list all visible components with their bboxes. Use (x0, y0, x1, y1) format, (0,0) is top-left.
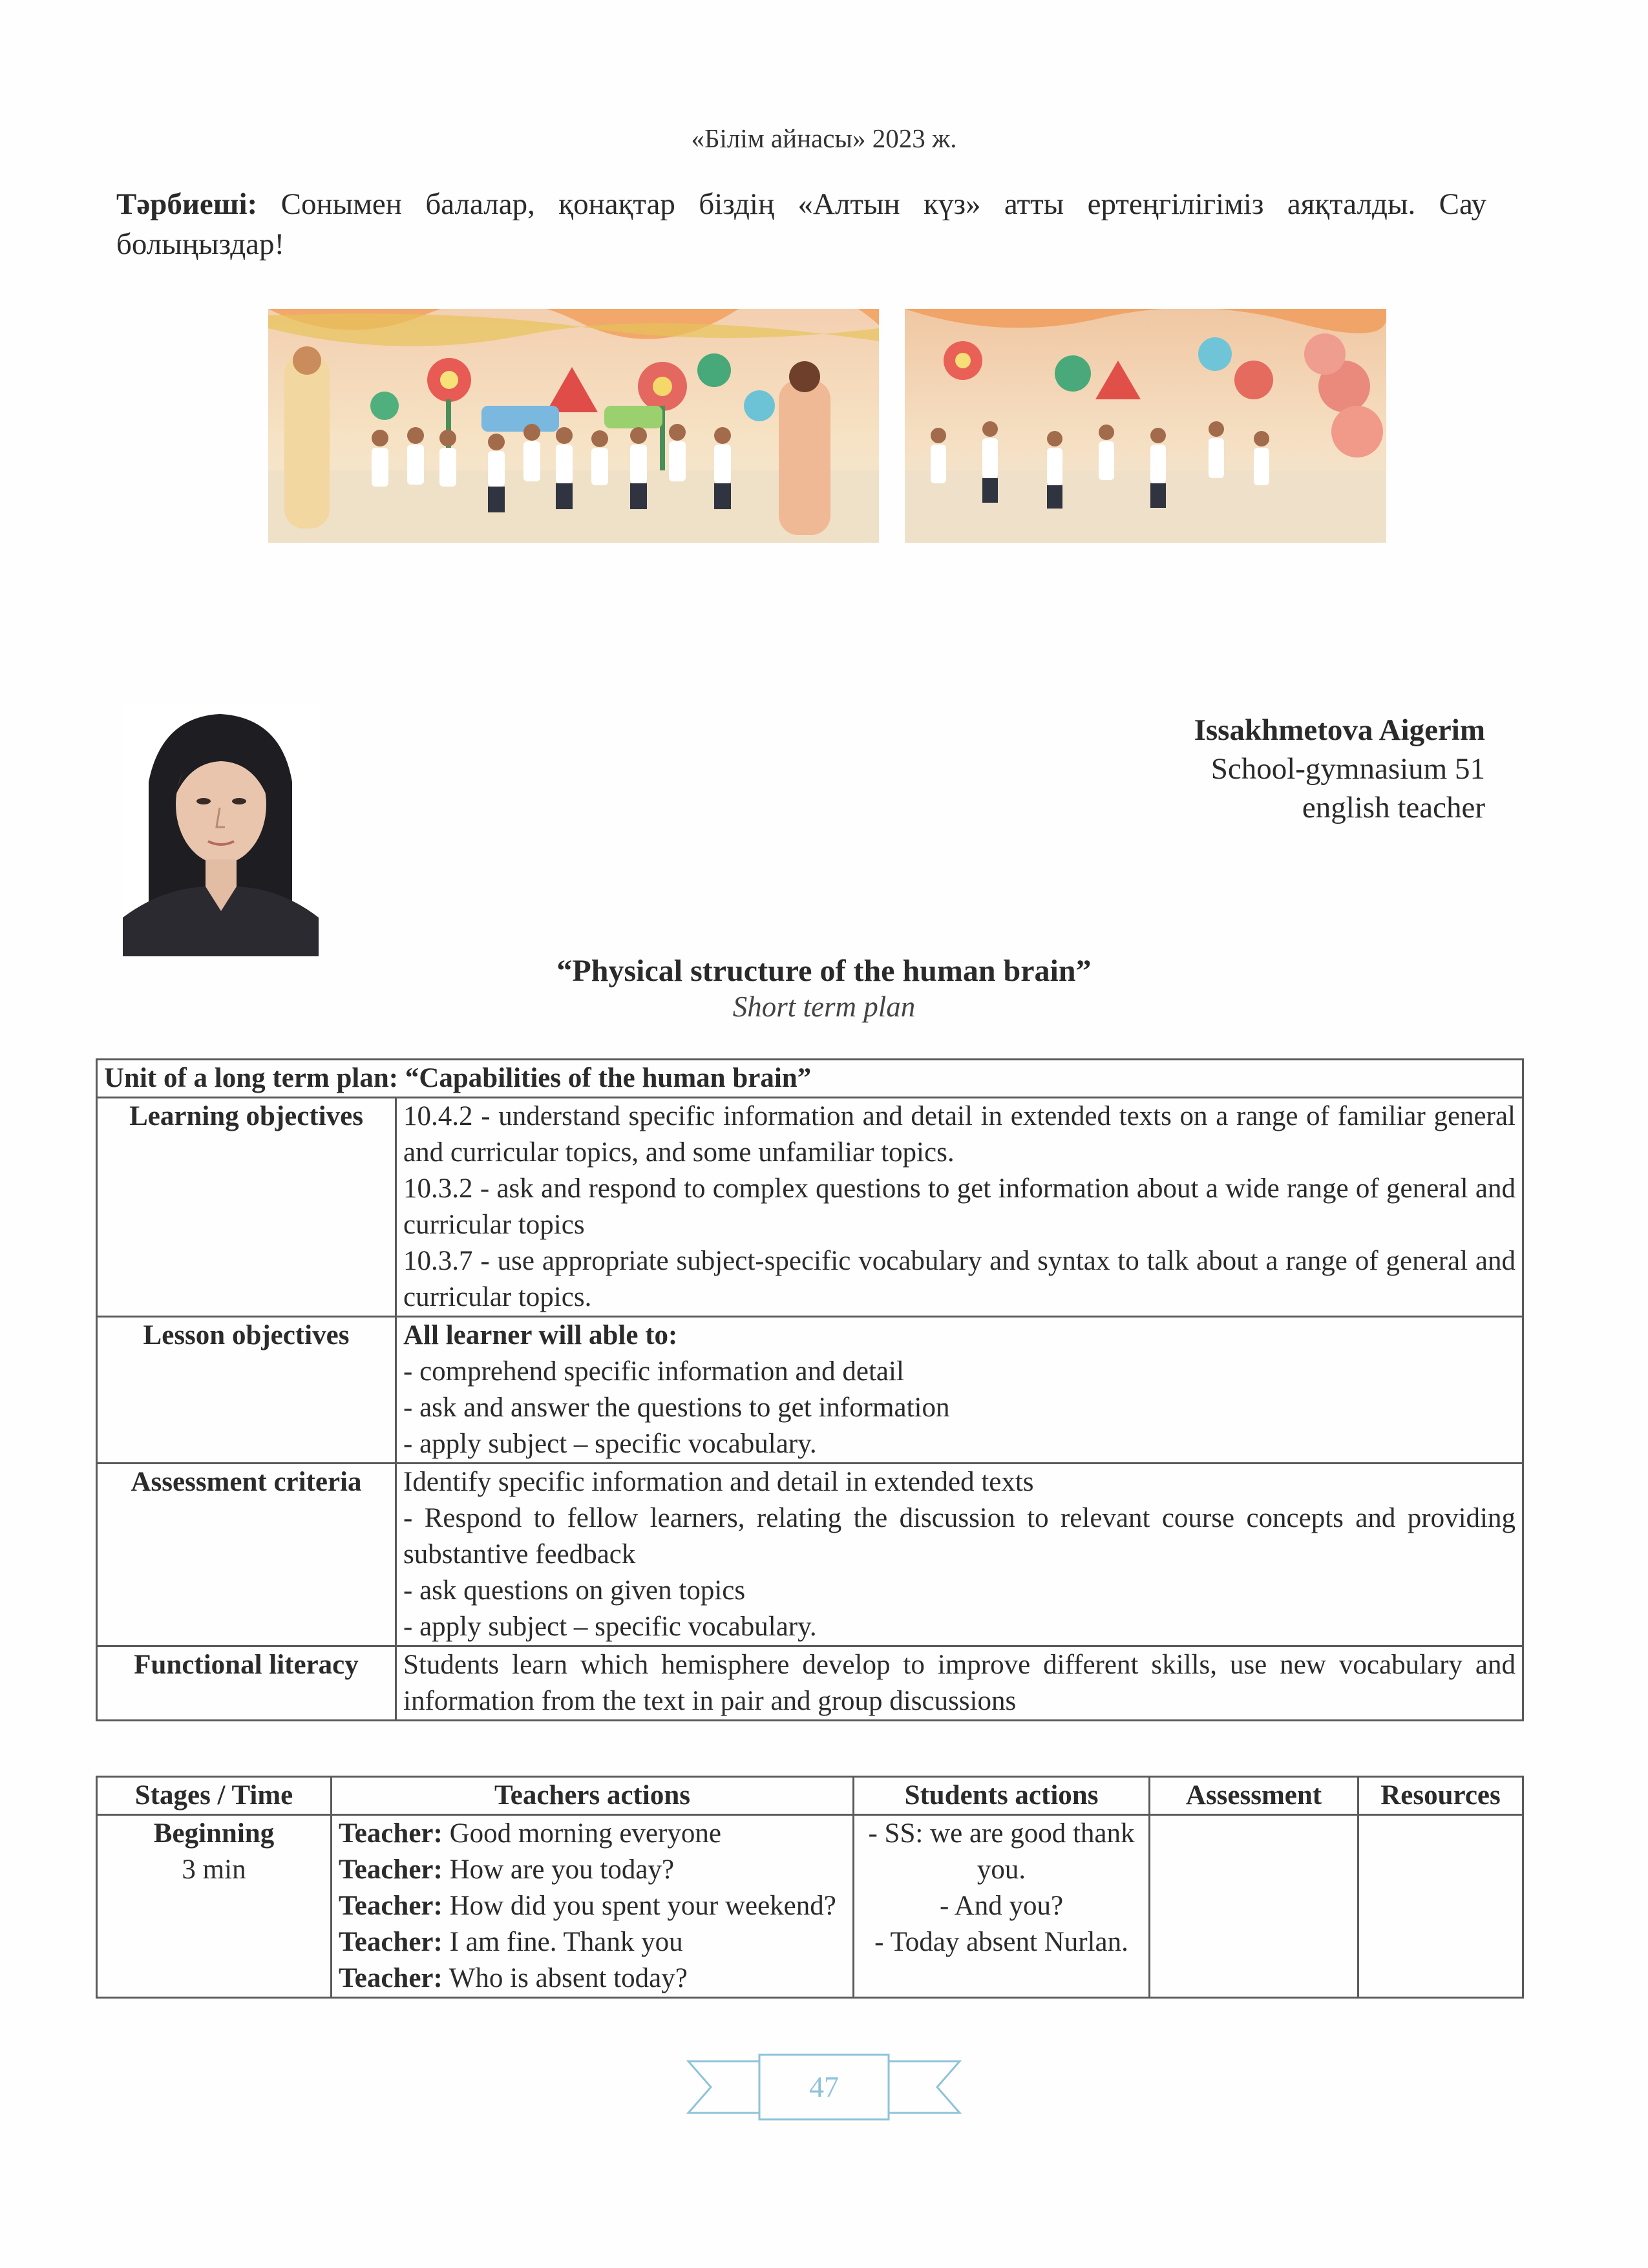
plan-assessment-row (97, 1464, 1523, 1646)
event-photo-2 (905, 309, 1386, 543)
assessment-criterion: - Respond to fellow learners, relating the discussion to relevant course concepts and providing substantive feedback (403, 1503, 1516, 1570)
assessment-criterion: - ask questions on given topics (403, 1575, 746, 1606)
stage-name: Beginning (153, 1818, 275, 1849)
teacher-line (339, 1924, 846, 1960)
teacher-text: How are you today? (449, 1854, 675, 1885)
stage-time: 3 min (182, 1854, 246, 1885)
teacher-line (339, 1960, 846, 1997)
teacher-line (339, 1888, 846, 1924)
intro-text: Сонымен балалар, қонақтар біздің «Алтын күз» атты ертеңгілігіміз аяқталды. Сау болыңыздар! (116, 187, 1487, 261)
teacher-label: Teacher: (339, 1818, 443, 1849)
teacher-label: Teacher: (339, 1891, 443, 1921)
teacher-text: I am fine. Thank you (449, 1927, 683, 1957)
lesson-objectives-head: All learner will able to: (403, 1320, 678, 1350)
author-school: School-gymnasium 51 (1210, 752, 1485, 786)
lesson-objective: - apply subject – specific vocabulary. (403, 1429, 817, 1459)
teacher-text: Good morning everyone (449, 1818, 721, 1849)
teacher-text: How did you spent your weekend? (449, 1891, 836, 1921)
teacher-label: Teacher: (339, 1854, 443, 1885)
plan-table (96, 1058, 1524, 1721)
intro-speaker: Тәрбиеші: (116, 187, 258, 221)
functional-literacy-label: Functional literacy (97, 1646, 396, 1721)
student-line: - SS: we are good thank you. (868, 1818, 1135, 1885)
assessment-cell (1150, 1815, 1358, 1998)
page-number: 47 (809, 2070, 839, 2103)
plan-unit-row (97, 1060, 1523, 1098)
learning-objective: 10.3.2 - ask and respond to complex questions to get information about a wide range of general and curricular topics (403, 1173, 1516, 1240)
header-stages-time: Stages / Time (97, 1777, 332, 1815)
student-line: - Today absent Nurlan. (874, 1927, 1128, 1957)
plan-literacy-row (97, 1646, 1523, 1721)
learning-objectives-cell (396, 1098, 1523, 1317)
lesson-objective: - ask and answer the questions to get information (403, 1392, 950, 1423)
stages-header-row (97, 1777, 1523, 1815)
teacher-label: Teacher: (339, 1927, 443, 1957)
student-line: - And you? (939, 1891, 1064, 1921)
header-students-actions: Students actions (854, 1777, 1150, 1815)
author-portrait (123, 704, 319, 956)
stage-cell (97, 1815, 332, 1998)
student-actions-cell (854, 1815, 1150, 1998)
author-name: Issakhmetova Aigerim (1194, 713, 1485, 747)
stage-row (97, 1815, 1523, 1998)
plan-lesson-row (97, 1317, 1523, 1464)
author-position: english teacher (1302, 791, 1485, 824)
resources-cell (1358, 1815, 1523, 1998)
assessment-criteria-label: Assessment criteria (97, 1464, 396, 1646)
intro-paragraph (116, 184, 1486, 264)
plan-unit: Unit of a long term plan: “Capabilities of the human brain” (97, 1060, 1523, 1098)
teacher-label: Teacher: (339, 1963, 443, 1993)
lesson-objective: - comprehend specific information and detail (403, 1356, 904, 1387)
teacher-actions-cell (332, 1815, 854, 1998)
assessment-criterion: - apply subject – specific vocabulary. (403, 1612, 817, 1642)
header-resources: Resources (1358, 1777, 1523, 1815)
lesson-objectives-label: Lesson objectives (97, 1317, 396, 1464)
author-info (1194, 711, 1485, 827)
learning-objective: 10.4.2 - understand specific information and detail in extended texts on a range of familiar general and curricular topics, and some unfamiliar topics. (403, 1101, 1516, 1168)
functional-literacy-text: Students learn which hemisphere develop to improve different skills, use new vocabulary and information from the text in pair and group discussions (396, 1646, 1523, 1721)
lesson-title: “Physical structure of the human brain” (556, 954, 1092, 988)
lesson-subtitle: Short term plan (732, 991, 916, 1023)
journal-header: «Білім айнасы» 2023 ж. (691, 123, 957, 153)
teacher-line (339, 1852, 846, 1888)
header-teachers-actions: Teachers actions (332, 1777, 854, 1815)
stages-table (96, 1776, 1524, 1999)
teacher-text: Who is absent today? (449, 1963, 688, 1993)
assessment-criterion: Identify specific information and detail in extended texts (403, 1467, 1034, 1497)
learning-objectives-label: Learning objectives (97, 1098, 396, 1317)
teacher-line (339, 1816, 846, 1852)
lesson-objectives-cell (396, 1317, 1523, 1464)
header-assessment: Assessment (1150, 1777, 1358, 1815)
learning-objective: 10.3.7 - use appropriate subject-specific vocabulary and syntax to talk about a range of general and curricular topics. (403, 1246, 1516, 1312)
event-photo-1 (268, 309, 879, 543)
assessment-criteria-cell (396, 1464, 1523, 1646)
plan-learning-row (97, 1098, 1523, 1317)
